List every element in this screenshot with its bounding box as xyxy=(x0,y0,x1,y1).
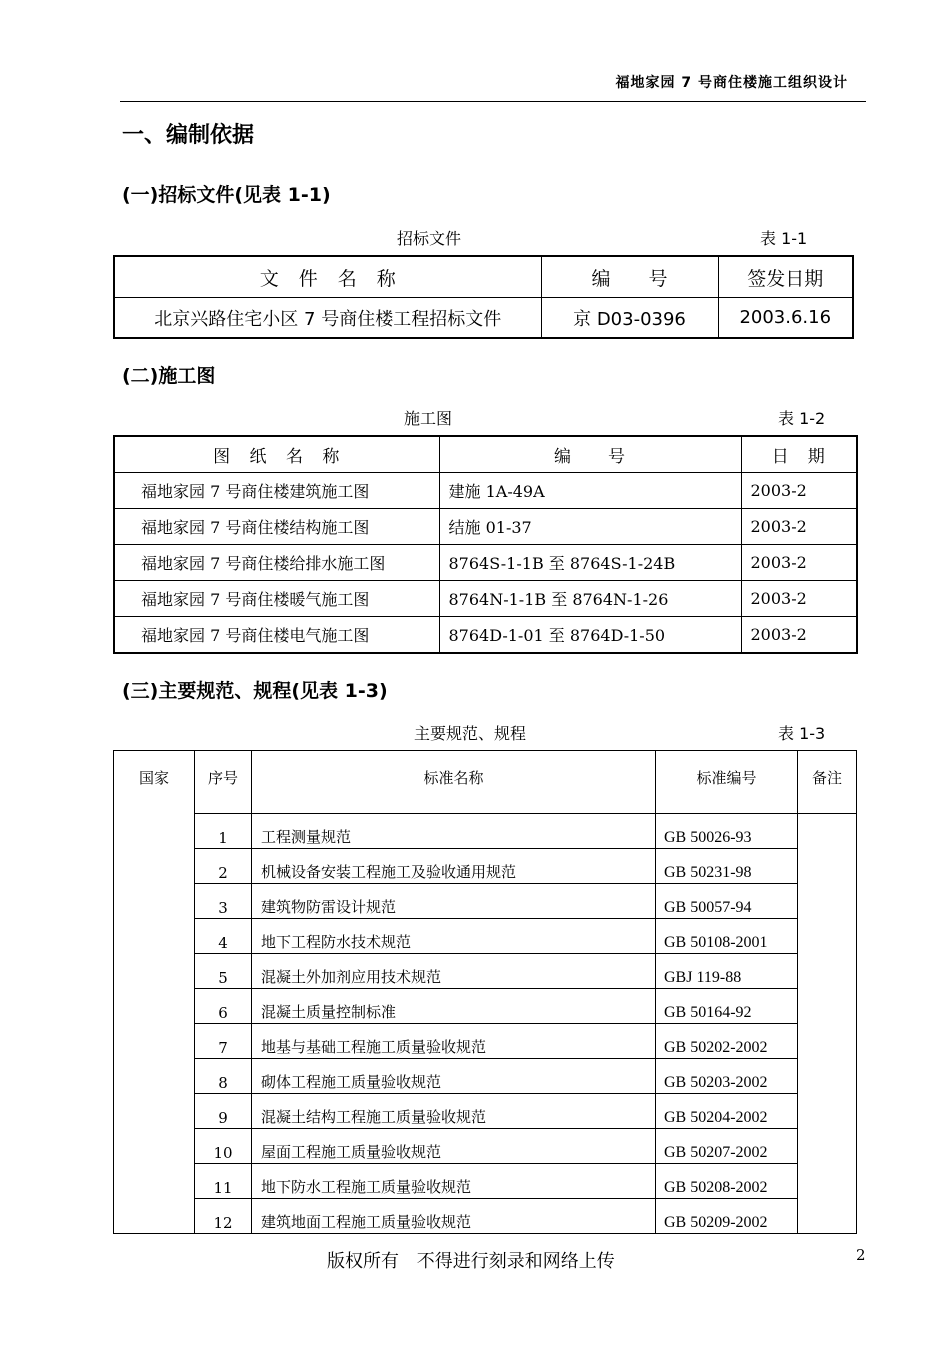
seq-cell: 9 xyxy=(195,1094,252,1129)
standard-code-cell: GBJ 119-88 xyxy=(656,954,798,989)
table-1-3-caption: 主要规范、规程 xyxy=(414,724,527,743)
table-row xyxy=(114,1094,857,1129)
table-row xyxy=(114,545,857,581)
table-row xyxy=(114,581,857,617)
table-row xyxy=(114,1164,857,1199)
standard-code-cell: GB 50208-2002 xyxy=(656,1164,798,1199)
copyright-footer: 版权所有 不得进行刻录和网络上传 xyxy=(327,1251,615,1272)
seq-cell: 5 xyxy=(195,954,252,989)
drawing-date-cell: 2003-2 xyxy=(741,581,857,617)
remark-cell xyxy=(798,814,857,1234)
header-cell: 序号 xyxy=(195,751,252,814)
drawing-date-cell: 2003-2 xyxy=(741,509,857,545)
table-row xyxy=(114,989,857,1024)
doc-code-cell: 京 D03-0396 xyxy=(541,298,718,339)
standard-code-cell: GB 50164-92 xyxy=(656,989,798,1024)
table-row xyxy=(114,1129,857,1164)
drawing-name-cell: 福地家园 7 号商住楼暖气施工图 xyxy=(114,581,439,617)
standard-name-cell: 混凝土结构工程施工质量验收规范 xyxy=(252,1094,656,1129)
seq-cell: 8 xyxy=(195,1059,252,1094)
seq-cell: 3 xyxy=(195,884,252,919)
standard-name-cell: 混凝土外加剂应用技术规范 xyxy=(252,954,656,989)
table-row xyxy=(114,1199,857,1234)
header-cell: 文 件 名 称 xyxy=(114,256,541,298)
standard-name-cell: 地下工程防水技术规范 xyxy=(252,919,656,954)
table-row xyxy=(114,1024,857,1059)
seq-cell: 7 xyxy=(195,1024,252,1059)
header-cell: 图 纸 名 称 xyxy=(114,436,439,473)
table-row xyxy=(114,509,857,545)
doc-name-cell: 北京兴路住宅小区 7 号商住楼工程招标文件 xyxy=(114,298,541,339)
header-cell-country: 国家 xyxy=(114,751,195,1234)
header-cell: 编 号 xyxy=(541,256,718,298)
standard-name-cell: 机械设备安装工程施工及验收通用规范 xyxy=(252,849,656,884)
drawing-date-cell: 2003-2 xyxy=(741,473,857,509)
seq-cell: 1 xyxy=(195,814,252,849)
standard-code-cell: GB 50203-2002 xyxy=(656,1059,798,1094)
drawing-code-cell: 结施 01-37 xyxy=(439,509,741,545)
standard-name-cell: 地下防水工程施工质量验收规范 xyxy=(252,1164,656,1199)
header-cell: 备注 xyxy=(798,751,857,814)
seq-cell: 12 xyxy=(195,1199,252,1234)
page-number: 2 xyxy=(856,1246,866,1264)
standard-name-cell: 砌体工程施工质量验收规范 xyxy=(252,1059,656,1094)
doc-date-cell: 2003.6.16 xyxy=(718,298,853,339)
standard-name-cell: 混凝土质量控制标准 xyxy=(252,989,656,1024)
seq-cell: 6 xyxy=(195,989,252,1024)
drawing-code-cell: 8764S-1-1B 至 8764S-1-24B xyxy=(439,545,741,581)
standard-code-cell: GB 50209-2002 xyxy=(656,1199,798,1234)
standard-code-cell: GB 50026-93 xyxy=(656,814,798,849)
drawing-code-cell: 8764N-1-1B 至 8764N-1-26 xyxy=(439,581,741,617)
subsection-2-title: (二)施工图 xyxy=(122,365,216,387)
running-header: 福地家园 7 号商住楼施工组织设计 xyxy=(615,75,848,91)
standard-code-cell: GB 50204-2002 xyxy=(656,1094,798,1129)
table-1-2-caption: 施工图 xyxy=(404,409,453,428)
table-header-row xyxy=(114,256,853,298)
standard-code-cell: GB 50202-2002 xyxy=(656,1024,798,1059)
drawing-code-cell: 8764D-1-01 至 8764D-1-50 xyxy=(439,617,741,654)
table-row xyxy=(114,473,857,509)
section-title: 一、编制依据 xyxy=(122,123,255,148)
seq-cell: 2 xyxy=(195,849,252,884)
seq-cell: 4 xyxy=(195,919,252,954)
standard-code-cell: GB 50231-98 xyxy=(656,849,798,884)
table-row xyxy=(114,1059,857,1094)
table-1-3 xyxy=(113,750,857,1234)
subsection-1-title: (一)招标文件(见表 1-1) xyxy=(122,184,331,206)
header-cell: 编 号 xyxy=(439,436,741,473)
table-row xyxy=(114,617,857,654)
subsection-3-title: (三)主要规范、规程(见表 1-3) xyxy=(122,680,388,702)
header-cell: 标准编号 xyxy=(656,751,798,814)
table-1-3-number: 表 1-3 xyxy=(778,724,826,743)
table-row xyxy=(114,919,857,954)
drawing-code-cell: 建施 1A-49A xyxy=(439,473,741,509)
standard-name-cell: 地基与基础工程施工质量验收规范 xyxy=(252,1024,656,1059)
table-row xyxy=(114,884,857,919)
header-cell: 日 期 xyxy=(741,436,857,473)
standard-name-cell: 建筑物防雷设计规范 xyxy=(252,884,656,919)
table-row xyxy=(114,298,853,339)
standard-name-cell: 屋面工程施工质量验收规范 xyxy=(252,1129,656,1164)
standard-code-cell: GB 50207-2002 xyxy=(656,1129,798,1164)
header-cell: 签发日期 xyxy=(718,256,853,298)
drawing-name-cell: 福地家园 7 号商住楼电气施工图 xyxy=(114,617,439,654)
drawing-date-cell: 2003-2 xyxy=(741,617,857,654)
drawing-name-cell: 福地家园 7 号商住楼建筑施工图 xyxy=(114,473,439,509)
table-1-1-caption: 招标文件 xyxy=(397,229,462,248)
table-1-2 xyxy=(113,435,858,654)
drawing-date-cell: 2003-2 xyxy=(741,545,857,581)
standard-name-cell: 建筑地面工程施工质量验收规范 xyxy=(252,1199,656,1234)
seq-cell: 11 xyxy=(195,1164,252,1199)
table-row xyxy=(114,814,857,849)
table-row xyxy=(114,849,857,884)
table-header-row xyxy=(114,436,857,473)
table-1-1 xyxy=(113,255,854,339)
seq-cell: 10 xyxy=(195,1129,252,1164)
header-rule xyxy=(120,101,866,102)
table-1-1-number: 表 1-1 xyxy=(760,229,808,248)
standard-code-cell: GB 50057-94 xyxy=(656,884,798,919)
standard-name-cell: 工程测量规范 xyxy=(252,814,656,849)
header-cell: 标准名称 xyxy=(252,751,656,814)
table-header-row xyxy=(114,751,857,814)
standard-code-cell: GB 50108-2001 xyxy=(656,919,798,954)
drawing-name-cell: 福地家园 7 号商住楼给排水施工图 xyxy=(114,545,439,581)
drawing-name-cell: 福地家园 7 号商住楼结构施工图 xyxy=(114,509,439,545)
table-row xyxy=(114,954,857,989)
table-1-2-number: 表 1-2 xyxy=(778,409,826,428)
